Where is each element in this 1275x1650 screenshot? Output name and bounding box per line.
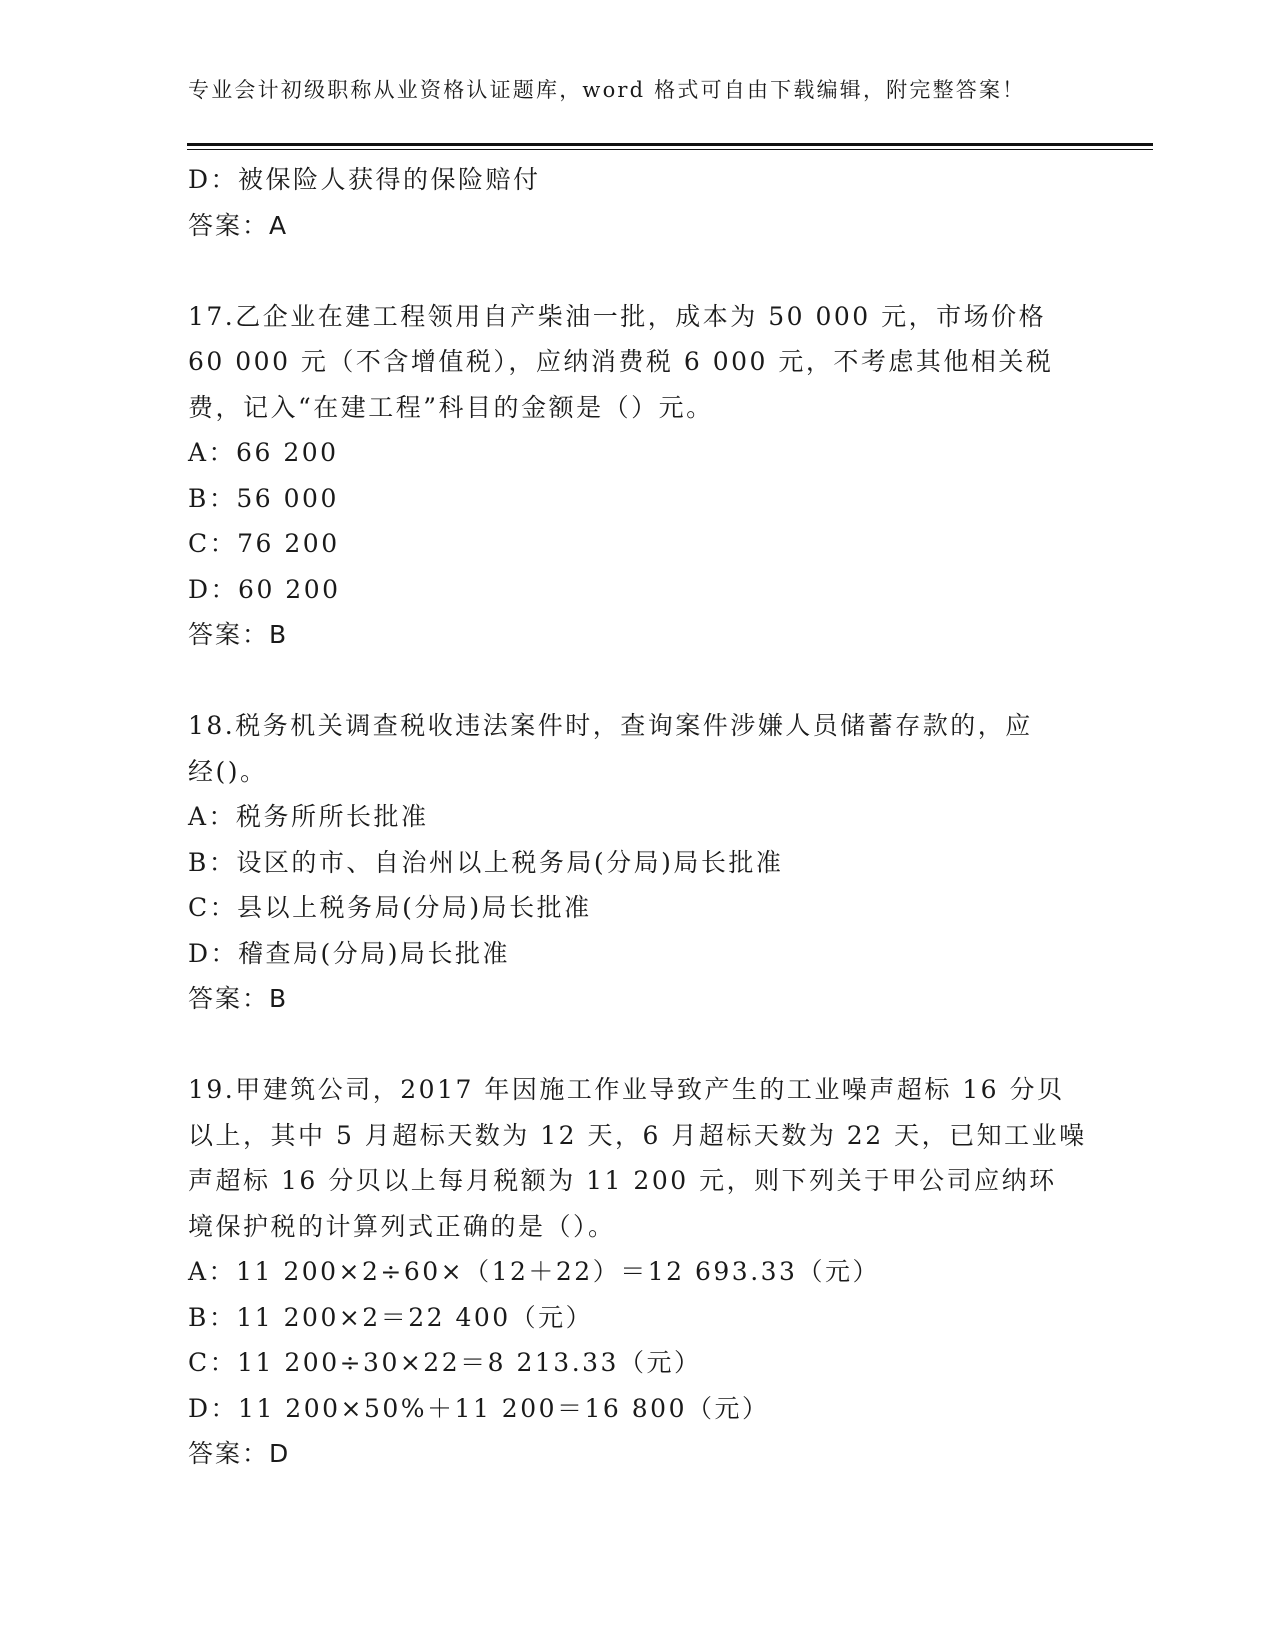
q17-answer: 答案：B [188,620,289,649]
q19-stem-line: 境保护税的计算列式正确的是（）。 [188,1211,616,1241]
q19-stem-line: 以上，其中 5 月超标天数为 12 天，6 月超标天数为 22 天，已知工业噪 [188,1120,1087,1150]
q18-answer: 答案：B [188,984,289,1013]
question-17 [188,294,1088,658]
q19-stem-line: 声超标 16 分贝以上每月税额为 11 200 元，则下列关于甲公司应纳环 [188,1166,1057,1195]
q18-stem-line: 经()。 [188,756,268,786]
spacer [188,658,1088,704]
q17-option-d: D：60 200 [188,574,341,604]
q18-option-c: C：县以上税务局(分局)局长批准 [188,893,592,922]
q16-answer: 答案：A [188,210,289,240]
question-18 [188,703,1088,1022]
header-rule-thin [187,149,1153,150]
q19-stem-line: 19.甲建筑公司，2017 年因施工作业导致产生的工业噪声超标 16 分贝 [188,1075,1065,1104]
question-content [188,157,1088,1477]
q17-option-a: A：66 200 [188,438,339,467]
q18-option-d: D：稽查局(分局)局长批准 [188,938,511,968]
q19-answer: 答案：D [188,1439,291,1468]
q16-option-d: D：被保险人获得的保险赔付 [188,165,541,194]
q18-option-a: A：税务所所长批准 [188,802,429,831]
q17-stem-line: 费，记入“在建工程”科目的金额是（）元。 [188,392,714,422]
q17-option-b: B：56 000 [188,483,339,513]
q19-option-c: C：11 200÷30×22＝8 213.33（元） [188,1348,702,1377]
q19-option-a: A：11 200×2÷60×（12＋22）＝12 693.33（元） [188,1257,880,1286]
spacer [188,248,1088,294]
spacer [188,1022,1088,1068]
q17-stem-line: 17.乙企业在建工程领用自产柴油一批，成本为 50 000 元，市场价格 [188,301,1047,331]
q17-stem-line: 60 000 元（不含增值税），应纳消费税 6 000 元，不考虑其他相关税 [188,347,1054,376]
q18-stem-line: 18.税务机关调查税收违法案件时，查询案件涉嫌人员储蓄存款的，应 [188,711,1033,740]
q19-option-d: D：11 200×50%＋11 200＝16 800（元） [188,1393,770,1423]
header-rule-thick [187,143,1153,146]
question-19 [188,1067,1088,1477]
q17-option-c: C：76 200 [188,529,340,558]
q19-option-b: B：11 200×2＝22 400（元） [188,1302,594,1332]
page-header: 专业会计初级职称从业资格认证题库，word 格式可自由下载编辑，附完整答案！ [188,78,1026,102]
q18-option-b: B：设区的市、自治州以上税务局(分局)局长批准 [188,847,784,877]
